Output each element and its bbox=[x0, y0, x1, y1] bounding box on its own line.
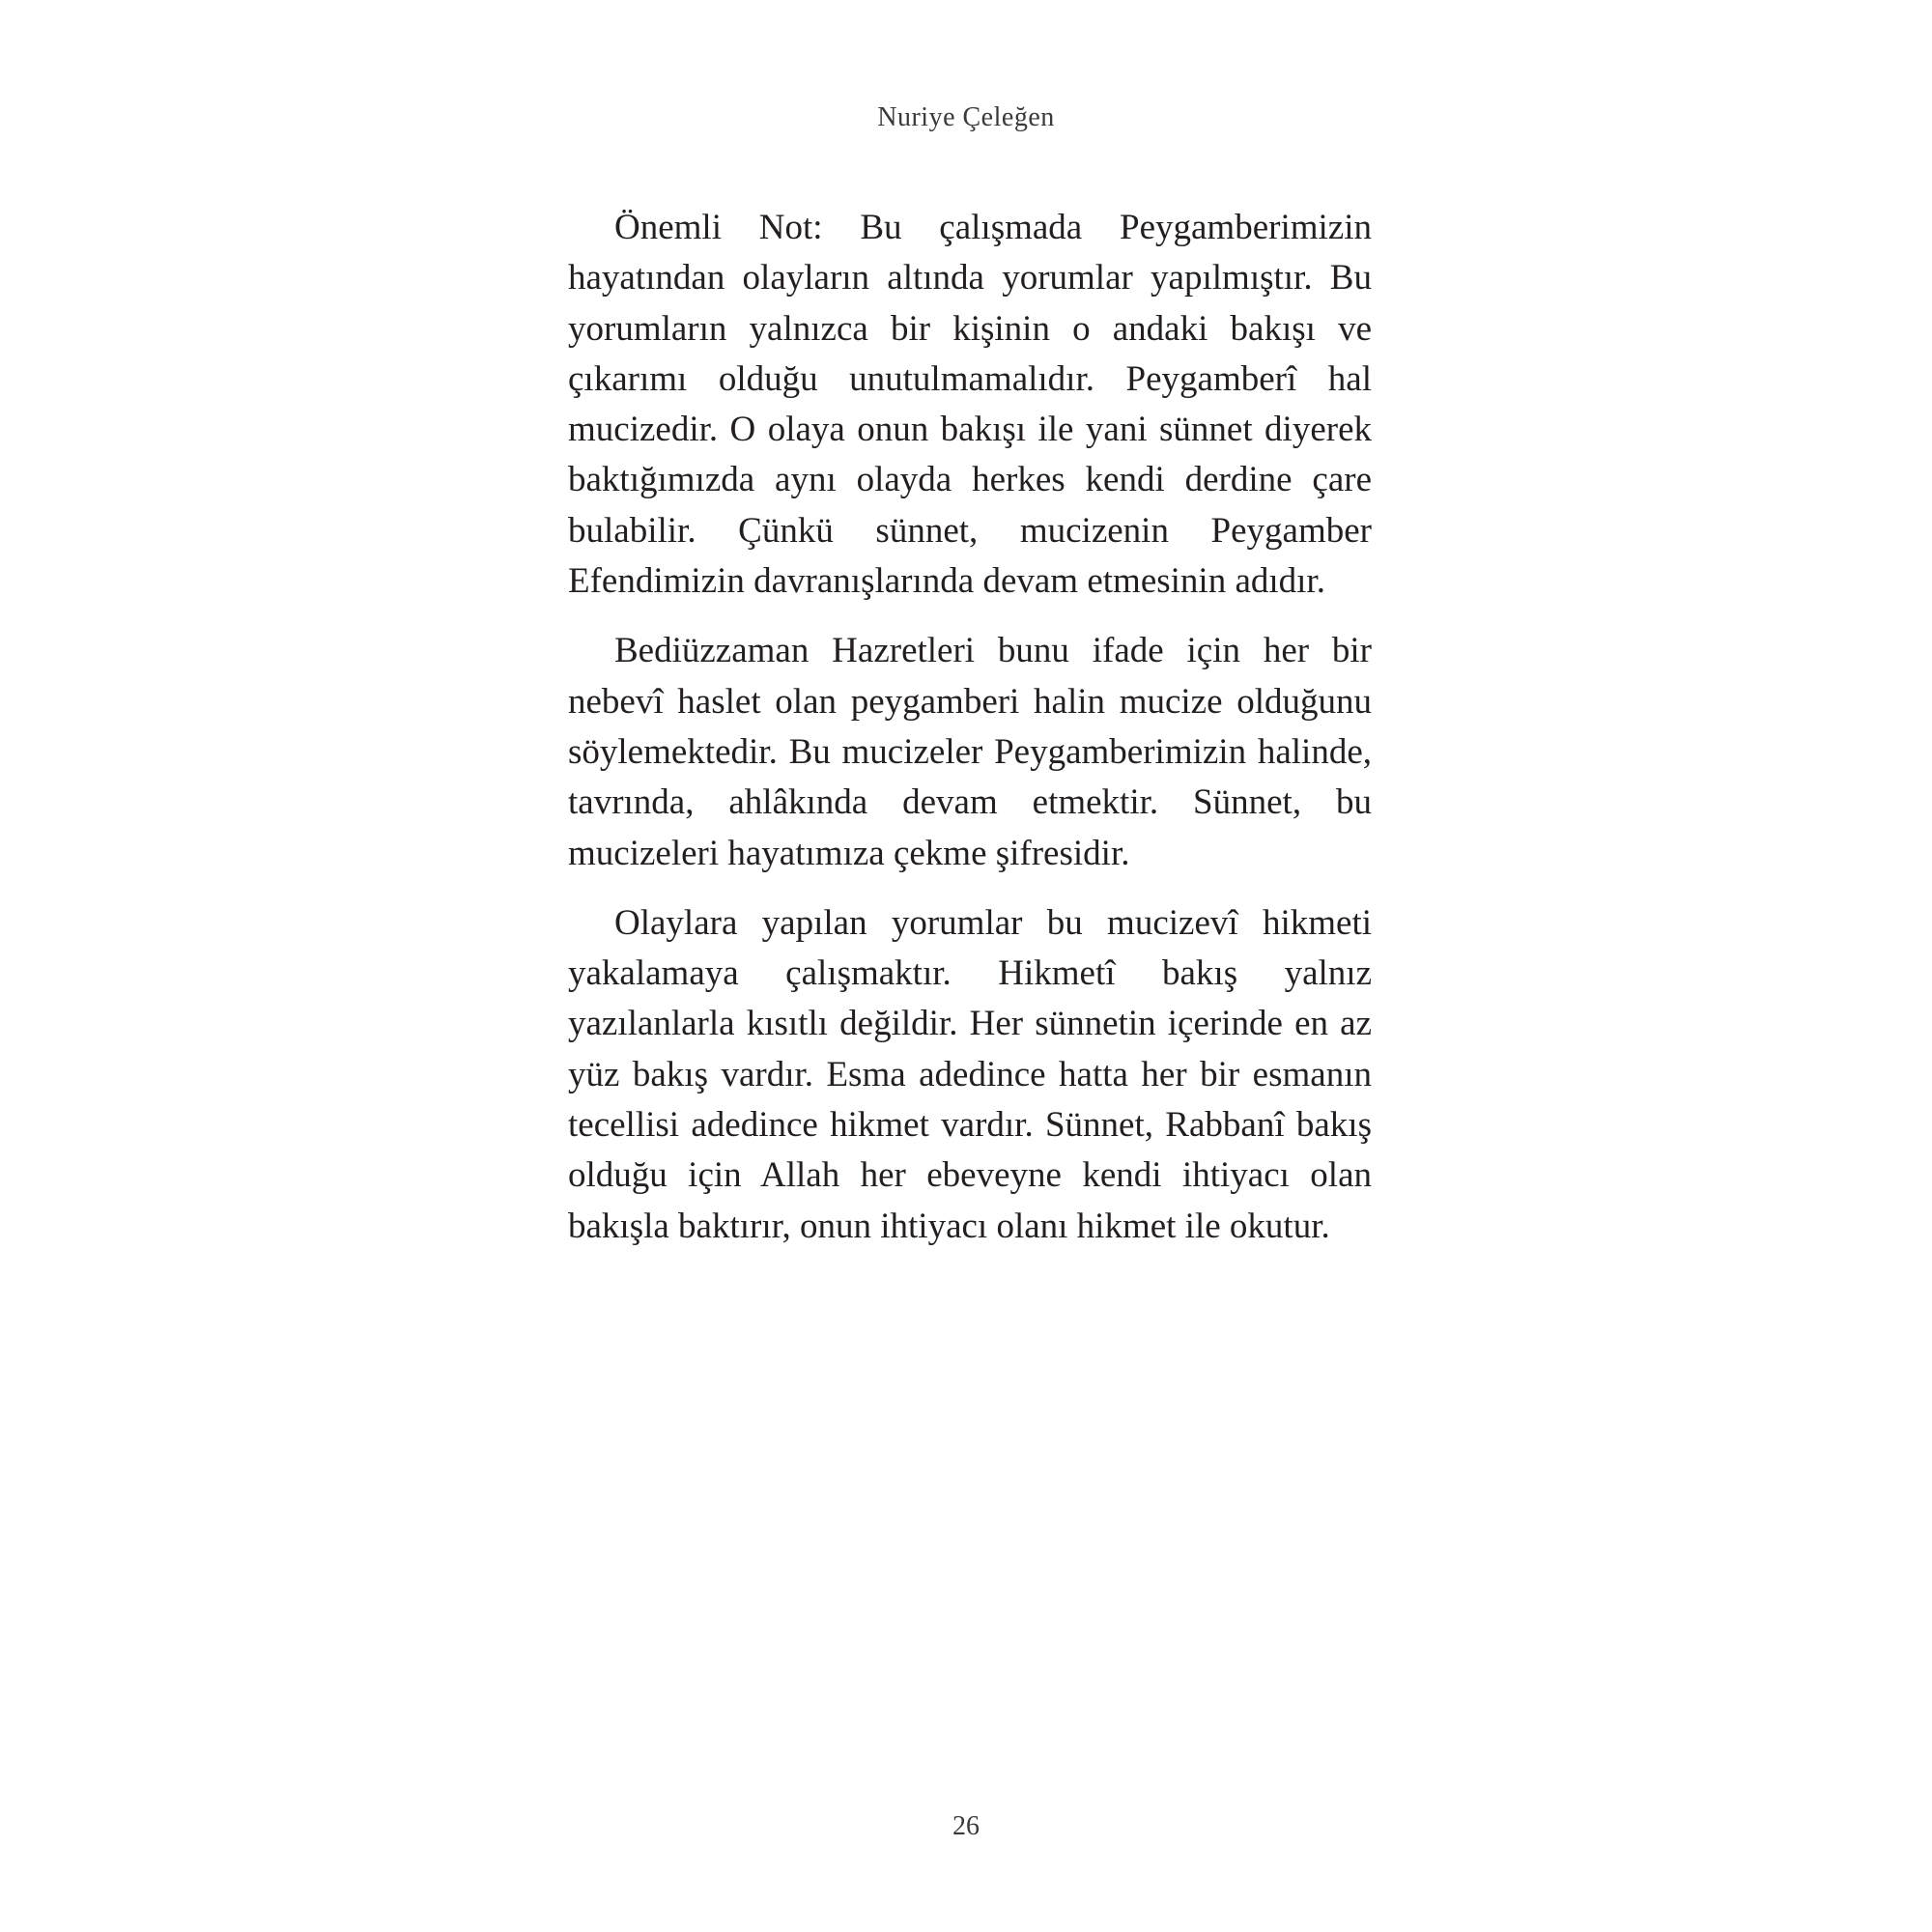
paragraph-important-note: Önemli Not: Bu çalışmada Peygamberimizin hayatından olayların altında yorumlar yapılmıştır. Bu yorumların yalnızca bir kişinin o andaki bakışı ve çıkarımı olduğu unutulmamalıdır. Peygamberî hal mucizedir. O olaya onun bakışı ile yani sünnet diyerek baktığımızda aynı olayda herkes kendi derdine çare bulabilir. Çünkü sünnet, mucizenin Peygamber Efendimizin davranışlarında devam etmesinin adıdır. bbox=[568, 208, 1372, 602]
page-number: 26 bbox=[952, 1811, 980, 1841]
paragraph-bediuzzaman: Bediüzzaman Hazretleri bunu ifade için her bir nebevî haslet olan peygamberi halin mucize olduğunu söylemektedir. Bu mucizeler Peygamberimizin halinde, tavrında, ahlâkında devam etmektir. Sünnet, bu mucizeleri hayatımıza çekme şifresidir. bbox=[568, 631, 1372, 873]
body-text bbox=[568, 203, 1372, 1271]
paragraph-interpretations: Olaylara yapılan yorumlar bu mucizevî hikmeti yakalamaya çalışmaktır. Hikmetî bakış yalnız yazılanlarla kısıtlı değildir. Her sünnetin içerinde en az yüz bakış vardır. Esma adedince hatta her bir esmanın tecellisi adedince hikmet vardır. Sünnet, Rabbanî bakış olduğu için Allah her ebeveyne kendi ihtiyacı olan bakışla baktırır, onun ihtiyacı olanı hikmet ile okutur. bbox=[568, 902, 1372, 1246]
running-header-author: Nuriye Çeleğen bbox=[877, 102, 1055, 132]
